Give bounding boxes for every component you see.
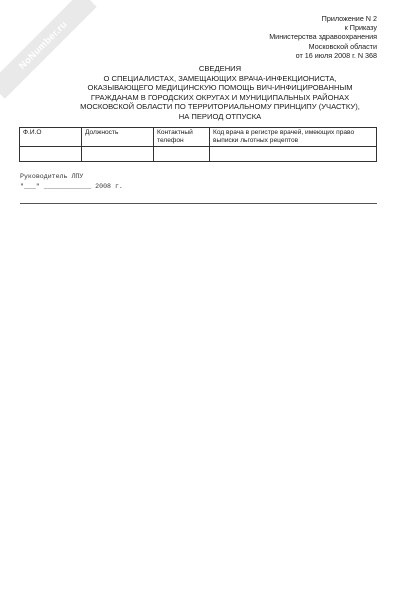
bottom-rule-divider [20, 203, 377, 204]
document-title [40, 64, 400, 122]
watermark-text: NoNumber.ru [16, 18, 70, 72]
table-cell[interactable] [82, 147, 154, 162]
title-line: ОКАЗЫВАЮЩЕГО МЕДИЦИНСКУЮ ПОМОЩЬ ВИЧ-ИНФИЦИРОВАННЫМ [87, 83, 353, 93]
table-row [20, 147, 377, 162]
title-line: О СПЕЦИАЛИСТАХ, ЗАМЕЩАЮЩИХ ВРАЧА-ИНФЕКЦИОНИСТА, [103, 73, 337, 83]
title-line: НА ПЕРИОД ОТПУСКА [178, 111, 262, 121]
approval-line: Приложение N 2 [321, 14, 377, 23]
approval-line: к Приказу [344, 23, 377, 33]
approval-block [269, 14, 377, 60]
approval-line: Министерства здравоохранения [269, 32, 377, 42]
title-line: МОСКОВСКОЙ ОБЛАСТИ ПО ТЕРРИТОРИАЛЬНОМУ ПРИНЦИПУ (УЧАСТКУ), [80, 102, 360, 112]
title-line: ГРАЖДАНАМ В ГОРОДСКИХ ОКРУГАХ И МУНИЦИПАЛЬНЫХ РАЙОНАХ [90, 92, 350, 102]
specialists-table [19, 127, 377, 162]
column-header-doctor-code: Код врача в регистре врачей, имеющих право выписки льготных рецептов [210, 128, 377, 147]
approval-line: от 16 июля 2008 г. N 368 [295, 50, 377, 60]
column-header-name: Ф.И.О [20, 128, 82, 147]
table-cell[interactable] [20, 147, 82, 162]
approval-line: Московской области [308, 41, 377, 51]
table-cell[interactable] [154, 147, 210, 162]
table-header-row [20, 128, 377, 147]
signatory-role: Руководитель ЛПУ [20, 173, 84, 180]
column-header-position: Должность [82, 128, 154, 147]
signatory-date-line: "___" ____________ 2008 г. [20, 182, 123, 190]
title-line: СВЕДЕНИЯ [198, 64, 242, 73]
column-header-phone: Контактный телефон [154, 128, 210, 147]
table-cell[interactable] [210, 147, 377, 162]
signatory-block [20, 172, 123, 191]
